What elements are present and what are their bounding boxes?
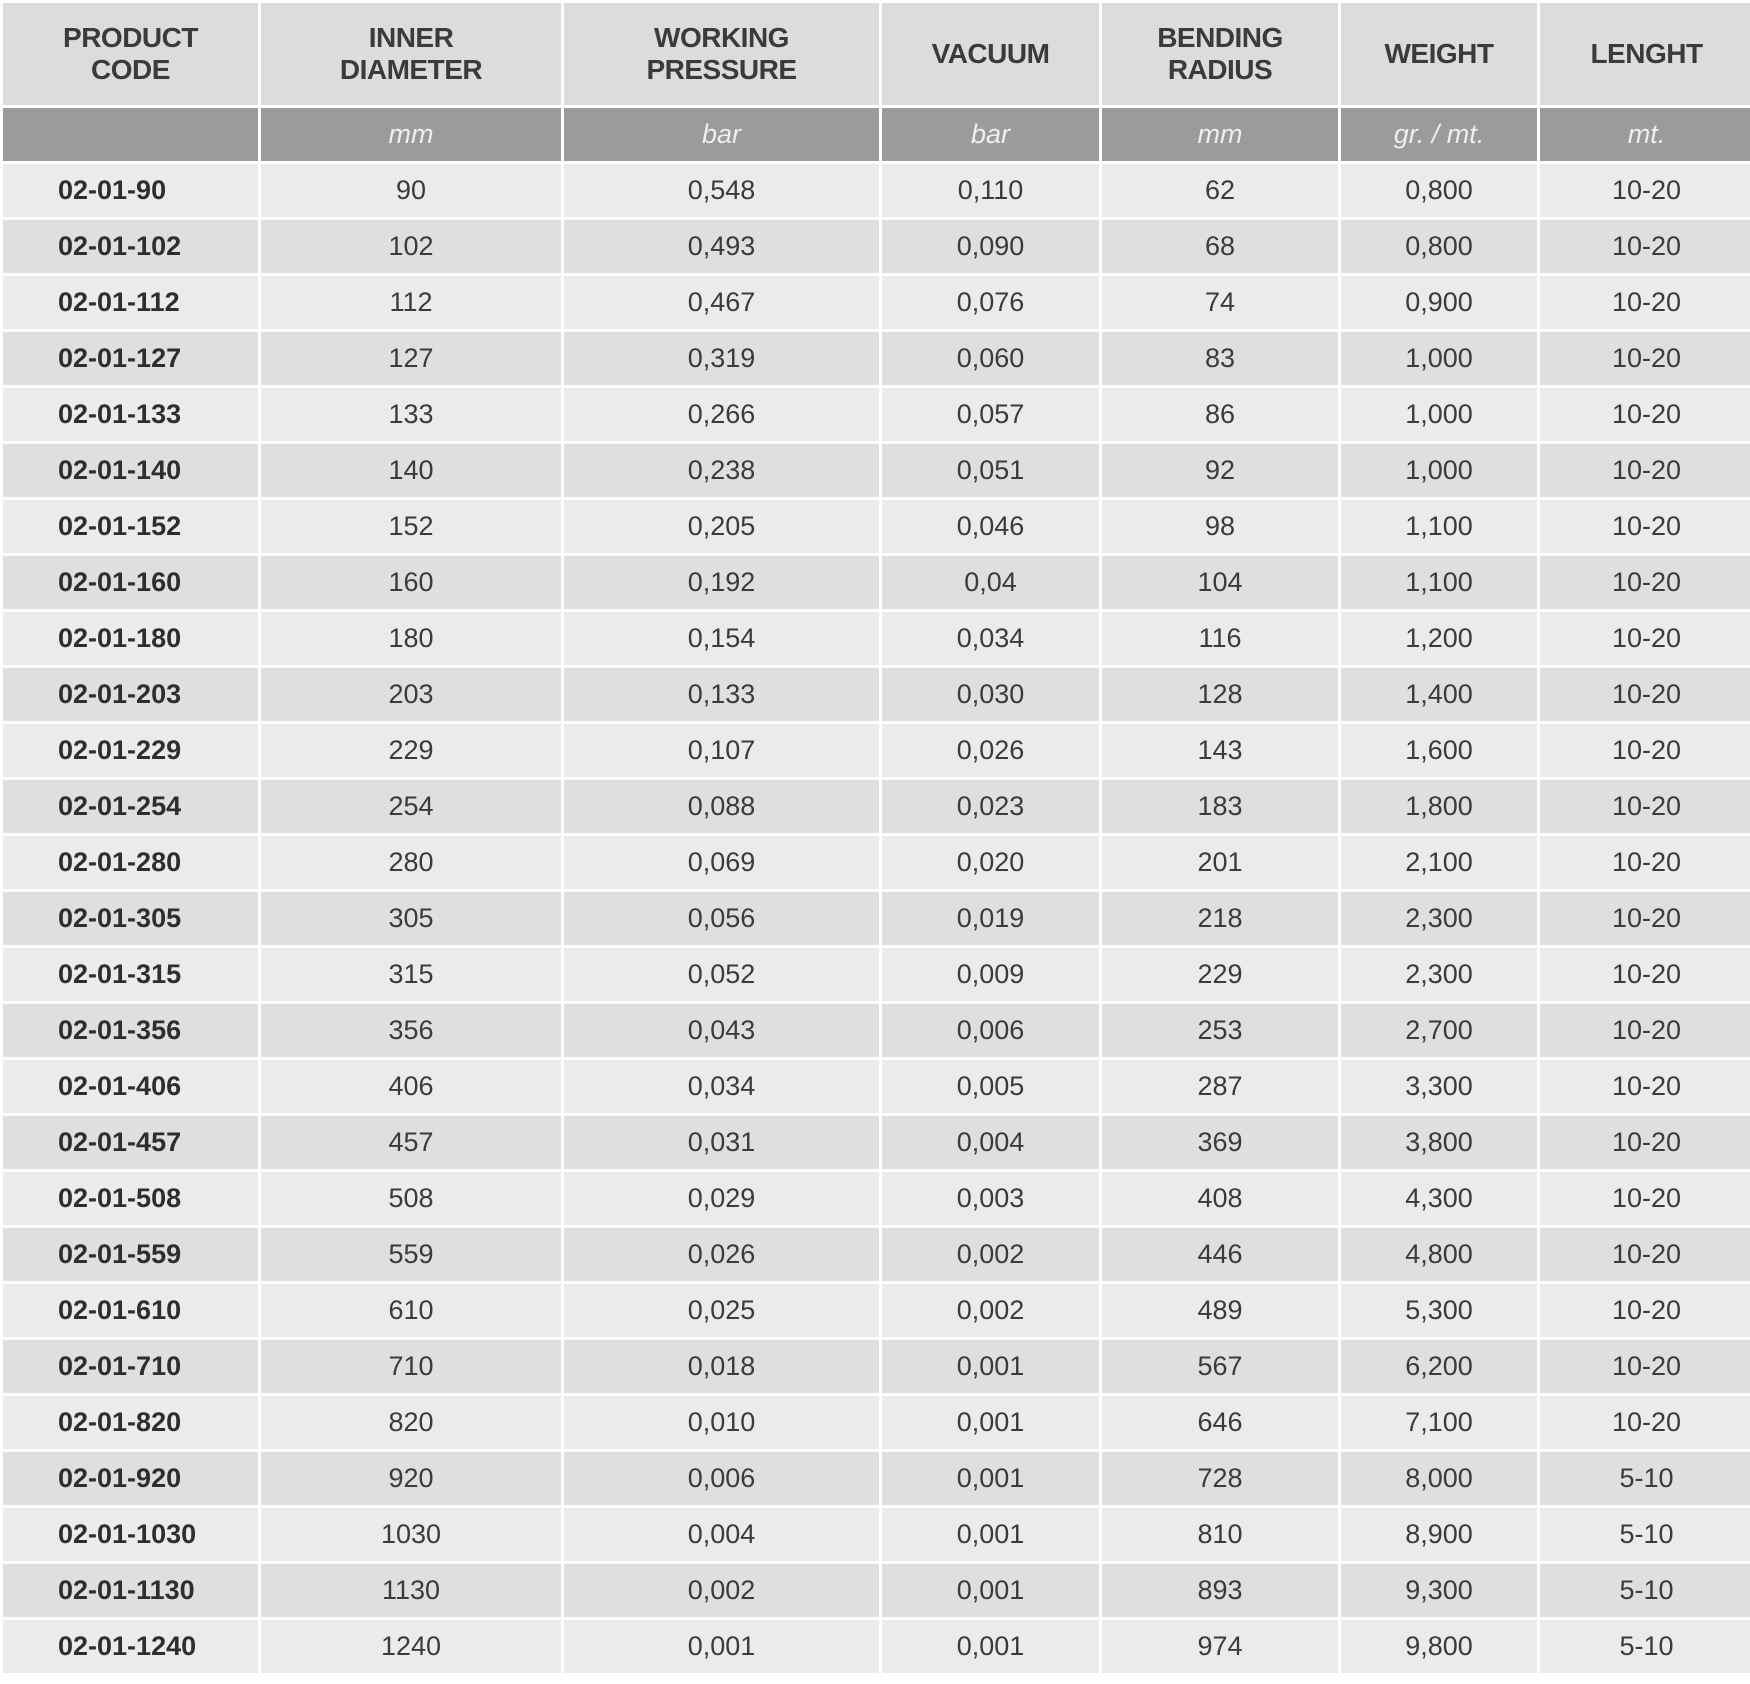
cell-inner-diameter: 1130 bbox=[261, 1564, 561, 1617]
table-row bbox=[3, 780, 1750, 833]
cell-vacuum: 0,006 bbox=[882, 1004, 1099, 1057]
cell-inner-diameter: 152 bbox=[261, 500, 561, 553]
cell-inner-diameter: 229 bbox=[261, 724, 561, 777]
cell-product-code: 02-01-610 bbox=[3, 1284, 258, 1337]
header-inner-diameter: INNER DIAMETER bbox=[261, 3, 561, 105]
cell-working-pressure: 0,238 bbox=[564, 444, 879, 497]
cell-vacuum: 0,020 bbox=[882, 836, 1099, 889]
cell-length: 5-10 bbox=[1540, 1564, 1750, 1617]
cell-length: 10-20 bbox=[1540, 892, 1750, 945]
cell-inner-diameter: 127 bbox=[261, 332, 561, 385]
cell-product-code: 02-01-140 bbox=[3, 444, 258, 497]
cell-length: 5-10 bbox=[1540, 1508, 1750, 1561]
cell-bending-radius: 974 bbox=[1102, 1620, 1338, 1673]
cell-bending-radius: 74 bbox=[1102, 276, 1338, 329]
cell-working-pressure: 0,319 bbox=[564, 332, 879, 385]
cell-product-code: 02-01-315 bbox=[3, 948, 258, 1001]
cell-inner-diameter: 508 bbox=[261, 1172, 561, 1225]
cell-vacuum: 0,001 bbox=[882, 1340, 1099, 1393]
cell-vacuum: 0,001 bbox=[882, 1564, 1099, 1617]
cell-product-code: 02-01-160 bbox=[3, 556, 258, 609]
cell-inner-diameter: 133 bbox=[261, 388, 561, 441]
header-vacuum: VACUUM bbox=[882, 3, 1099, 105]
cell-weight: 0,900 bbox=[1341, 276, 1537, 329]
cell-product-code: 02-01-229 bbox=[3, 724, 258, 777]
cell-length: 10-20 bbox=[1540, 1116, 1750, 1169]
cell-vacuum: 0,009 bbox=[882, 948, 1099, 1001]
cell-inner-diameter: 102 bbox=[261, 220, 561, 273]
cell-product-code: 02-01-280 bbox=[3, 836, 258, 889]
cell-working-pressure: 0,467 bbox=[564, 276, 879, 329]
cell-product-code: 02-01-406 bbox=[3, 1060, 258, 1113]
table-row bbox=[3, 1396, 1750, 1449]
cell-bending-radius: 446 bbox=[1102, 1228, 1338, 1281]
table-row bbox=[3, 668, 1750, 721]
cell-working-pressure: 0,004 bbox=[564, 1508, 879, 1561]
cell-product-code: 02-01-254 bbox=[3, 780, 258, 833]
cell-length: 10-20 bbox=[1540, 1060, 1750, 1113]
table-row bbox=[3, 276, 1750, 329]
table-row bbox=[3, 948, 1750, 1001]
table-row bbox=[3, 1004, 1750, 1057]
cell-weight: 1,000 bbox=[1341, 388, 1537, 441]
cell-product-code: 02-01-1240 bbox=[3, 1620, 258, 1673]
cell-product-code: 02-01-710 bbox=[3, 1340, 258, 1393]
cell-product-code: 02-01-559 bbox=[3, 1228, 258, 1281]
cell-bending-radius: 62 bbox=[1102, 164, 1338, 217]
header-length: LENGHT bbox=[1540, 3, 1750, 105]
table-row bbox=[3, 1172, 1750, 1225]
cell-working-pressure: 0,002 bbox=[564, 1564, 879, 1617]
table-row bbox=[3, 1228, 1750, 1281]
cell-product-code: 02-01-920 bbox=[3, 1452, 258, 1505]
cell-product-code: 02-01-508 bbox=[3, 1172, 258, 1225]
cell-working-pressure: 0,266 bbox=[564, 388, 879, 441]
cell-vacuum: 0,001 bbox=[882, 1452, 1099, 1505]
cell-product-code: 02-01-356 bbox=[3, 1004, 258, 1057]
cell-inner-diameter: 610 bbox=[261, 1284, 561, 1337]
cell-bending-radius: 728 bbox=[1102, 1452, 1338, 1505]
cell-inner-diameter: 356 bbox=[261, 1004, 561, 1057]
cell-weight: 2,100 bbox=[1341, 836, 1537, 889]
cell-bending-radius: 229 bbox=[1102, 948, 1338, 1001]
cell-inner-diameter: 315 bbox=[261, 948, 561, 1001]
cell-product-code: 02-01-90 bbox=[3, 164, 258, 217]
cell-vacuum: 0,026 bbox=[882, 724, 1099, 777]
cell-inner-diameter: 710 bbox=[261, 1340, 561, 1393]
cell-vacuum: 0,002 bbox=[882, 1228, 1099, 1281]
cell-bending-radius: 92 bbox=[1102, 444, 1338, 497]
cell-length: 10-20 bbox=[1540, 164, 1750, 217]
cell-vacuum: 0,046 bbox=[882, 500, 1099, 553]
cell-vacuum: 0,003 bbox=[882, 1172, 1099, 1225]
table-body bbox=[3, 164, 1750, 1673]
cell-weight: 2,300 bbox=[1341, 948, 1537, 1001]
cell-inner-diameter: 280 bbox=[261, 836, 561, 889]
cell-working-pressure: 0,205 bbox=[564, 500, 879, 553]
cell-weight: 5,300 bbox=[1341, 1284, 1537, 1337]
table-row bbox=[3, 836, 1750, 889]
cell-length: 10-20 bbox=[1540, 1172, 1750, 1225]
cell-weight: 1,000 bbox=[1341, 444, 1537, 497]
table-row bbox=[3, 1452, 1750, 1505]
cell-working-pressure: 0,107 bbox=[564, 724, 879, 777]
cell-vacuum: 0,005 bbox=[882, 1060, 1099, 1113]
cell-inner-diameter: 254 bbox=[261, 780, 561, 833]
cell-weight: 8,000 bbox=[1341, 1452, 1537, 1505]
cell-vacuum: 0,076 bbox=[882, 276, 1099, 329]
header-row bbox=[3, 3, 1750, 105]
cell-length: 5-10 bbox=[1540, 1620, 1750, 1673]
cell-inner-diameter: 203 bbox=[261, 668, 561, 721]
cell-weight: 2,700 bbox=[1341, 1004, 1537, 1057]
cell-inner-diameter: 406 bbox=[261, 1060, 561, 1113]
unit-bending-radius: mm bbox=[1102, 108, 1338, 161]
cell-vacuum: 0,060 bbox=[882, 332, 1099, 385]
cell-length: 10-20 bbox=[1540, 948, 1750, 1001]
cell-length: 10-20 bbox=[1540, 724, 1750, 777]
table-row bbox=[3, 1564, 1750, 1617]
cell-length: 10-20 bbox=[1540, 612, 1750, 665]
cell-length: 10-20 bbox=[1540, 332, 1750, 385]
cell-inner-diameter: 820 bbox=[261, 1396, 561, 1449]
table-row bbox=[3, 724, 1750, 777]
cell-weight: 1,600 bbox=[1341, 724, 1537, 777]
cell-vacuum: 0,001 bbox=[882, 1396, 1099, 1449]
table-row bbox=[3, 220, 1750, 273]
cell-vacuum: 0,04 bbox=[882, 556, 1099, 609]
table-row bbox=[3, 1284, 1750, 1337]
cell-bending-radius: 408 bbox=[1102, 1172, 1338, 1225]
cell-inner-diameter: 180 bbox=[261, 612, 561, 665]
cell-product-code: 02-01-820 bbox=[3, 1396, 258, 1449]
cell-working-pressure: 0,043 bbox=[564, 1004, 879, 1057]
cell-inner-diameter: 305 bbox=[261, 892, 561, 945]
cell-length: 10-20 bbox=[1540, 668, 1750, 721]
cell-product-code: 02-01-102 bbox=[3, 220, 258, 273]
cell-vacuum: 0,023 bbox=[882, 780, 1099, 833]
cell-weight: 7,100 bbox=[1341, 1396, 1537, 1449]
cell-working-pressure: 0,088 bbox=[564, 780, 879, 833]
table-row bbox=[3, 1116, 1750, 1169]
table-row bbox=[3, 164, 1750, 217]
unit-product-code bbox=[3, 108, 258, 161]
cell-length: 10-20 bbox=[1540, 780, 1750, 833]
cell-vacuum: 0,019 bbox=[882, 892, 1099, 945]
cell-bending-radius: 218 bbox=[1102, 892, 1338, 945]
cell-working-pressure: 0,025 bbox=[564, 1284, 879, 1337]
cell-working-pressure: 0,056 bbox=[564, 892, 879, 945]
cell-weight: 1,100 bbox=[1341, 556, 1537, 609]
cell-vacuum: 0,090 bbox=[882, 220, 1099, 273]
cell-bending-radius: 287 bbox=[1102, 1060, 1338, 1113]
cell-product-code: 02-01-203 bbox=[3, 668, 258, 721]
cell-length: 10-20 bbox=[1540, 836, 1750, 889]
cell-bending-radius: 143 bbox=[1102, 724, 1338, 777]
table-row bbox=[3, 332, 1750, 385]
unit-working-pressure: bar bbox=[564, 108, 879, 161]
cell-weight: 2,300 bbox=[1341, 892, 1537, 945]
table-row bbox=[3, 1620, 1750, 1673]
table-row bbox=[3, 500, 1750, 553]
header-bending-radius: BENDING RADIUS bbox=[1102, 3, 1338, 105]
cell-working-pressure: 0,133 bbox=[564, 668, 879, 721]
cell-bending-radius: 86 bbox=[1102, 388, 1338, 441]
cell-length: 5-10 bbox=[1540, 1452, 1750, 1505]
cell-product-code: 02-01-112 bbox=[3, 276, 258, 329]
cell-bending-radius: 104 bbox=[1102, 556, 1338, 609]
cell-product-code: 02-01-457 bbox=[3, 1116, 258, 1169]
cell-working-pressure: 0,029 bbox=[564, 1172, 879, 1225]
cell-length: 10-20 bbox=[1540, 1228, 1750, 1281]
cell-inner-diameter: 90 bbox=[261, 164, 561, 217]
cell-weight: 1,800 bbox=[1341, 780, 1537, 833]
cell-weight: 4,300 bbox=[1341, 1172, 1537, 1225]
cell-length: 10-20 bbox=[1540, 444, 1750, 497]
cell-working-pressure: 0,010 bbox=[564, 1396, 879, 1449]
cell-working-pressure: 0,548 bbox=[564, 164, 879, 217]
cell-length: 10-20 bbox=[1540, 220, 1750, 273]
cell-product-code: 02-01-133 bbox=[3, 388, 258, 441]
cell-product-code: 02-01-305 bbox=[3, 892, 258, 945]
cell-weight: 9,800 bbox=[1341, 1620, 1537, 1673]
cell-weight: 0,800 bbox=[1341, 220, 1537, 273]
table-row bbox=[3, 1508, 1750, 1561]
cell-working-pressure: 0,052 bbox=[564, 948, 879, 1001]
cell-weight: 1,200 bbox=[1341, 612, 1537, 665]
cell-bending-radius: 567 bbox=[1102, 1340, 1338, 1393]
cell-length: 10-20 bbox=[1540, 1396, 1750, 1449]
cell-working-pressure: 0,031 bbox=[564, 1116, 879, 1169]
cell-inner-diameter: 140 bbox=[261, 444, 561, 497]
header-working-pressure: WORKING PRESSURE bbox=[564, 3, 879, 105]
header-weight: WEIGHT bbox=[1341, 3, 1537, 105]
cell-working-pressure: 0,018 bbox=[564, 1340, 879, 1393]
cell-weight: 4,800 bbox=[1341, 1228, 1537, 1281]
cell-vacuum: 0,051 bbox=[882, 444, 1099, 497]
cell-vacuum: 0,002 bbox=[882, 1284, 1099, 1337]
cell-bending-radius: 489 bbox=[1102, 1284, 1338, 1337]
cell-weight: 1,000 bbox=[1341, 332, 1537, 385]
unit-vacuum: bar bbox=[882, 108, 1099, 161]
cell-working-pressure: 0,069 bbox=[564, 836, 879, 889]
cell-vacuum: 0,001 bbox=[882, 1508, 1099, 1561]
cell-length: 10-20 bbox=[1540, 556, 1750, 609]
cell-inner-diameter: 559 bbox=[261, 1228, 561, 1281]
table-row bbox=[3, 444, 1750, 497]
cell-vacuum: 0,057 bbox=[882, 388, 1099, 441]
cell-product-code: 02-01-180 bbox=[3, 612, 258, 665]
cell-working-pressure: 0,154 bbox=[564, 612, 879, 665]
cell-inner-diameter: 160 bbox=[261, 556, 561, 609]
cell-weight: 3,800 bbox=[1341, 1116, 1537, 1169]
cell-inner-diameter: 1240 bbox=[261, 1620, 561, 1673]
unit-inner-diameter: mm bbox=[261, 108, 561, 161]
cell-weight: 1,400 bbox=[1341, 668, 1537, 721]
cell-inner-diameter: 920 bbox=[261, 1452, 561, 1505]
unit-length: mt. bbox=[1540, 108, 1750, 161]
table-row bbox=[3, 556, 1750, 609]
cell-weight: 3,300 bbox=[1341, 1060, 1537, 1113]
cell-bending-radius: 201 bbox=[1102, 836, 1338, 889]
header-product-code: PRODUCT CODE bbox=[3, 3, 258, 105]
cell-bending-radius: 83 bbox=[1102, 332, 1338, 385]
cell-bending-radius: 98 bbox=[1102, 500, 1338, 553]
cell-bending-radius: 369 bbox=[1102, 1116, 1338, 1169]
cell-length: 10-20 bbox=[1540, 1340, 1750, 1393]
cell-vacuum: 0,034 bbox=[882, 612, 1099, 665]
cell-length: 10-20 bbox=[1540, 500, 1750, 553]
cell-bending-radius: 68 bbox=[1102, 220, 1338, 273]
table-row bbox=[3, 1340, 1750, 1393]
cell-length: 10-20 bbox=[1540, 1004, 1750, 1057]
cell-vacuum: 0,110 bbox=[882, 164, 1099, 217]
cell-working-pressure: 0,006 bbox=[564, 1452, 879, 1505]
cell-bending-radius: 893 bbox=[1102, 1564, 1338, 1617]
cell-length: 10-20 bbox=[1540, 1284, 1750, 1337]
cell-vacuum: 0,001 bbox=[882, 1620, 1099, 1673]
unit-weight: gr. / mt. bbox=[1341, 108, 1537, 161]
cell-product-code: 02-01-1030 bbox=[3, 1508, 258, 1561]
cell-working-pressure: 0,001 bbox=[564, 1620, 879, 1673]
cell-weight: 1,100 bbox=[1341, 500, 1537, 553]
cell-bending-radius: 810 bbox=[1102, 1508, 1338, 1561]
cell-bending-radius: 128 bbox=[1102, 668, 1338, 721]
cell-weight: 9,300 bbox=[1341, 1564, 1537, 1617]
cell-bending-radius: 646 bbox=[1102, 1396, 1338, 1449]
cell-vacuum: 0,030 bbox=[882, 668, 1099, 721]
table-row bbox=[3, 388, 1750, 441]
cell-product-code: 02-01-127 bbox=[3, 332, 258, 385]
cell-weight: 8,900 bbox=[1341, 1508, 1537, 1561]
table-row bbox=[3, 892, 1750, 945]
cell-inner-diameter: 1030 bbox=[261, 1508, 561, 1561]
cell-inner-diameter: 457 bbox=[261, 1116, 561, 1169]
cell-product-code: 02-01-1130 bbox=[3, 1564, 258, 1617]
cell-bending-radius: 183 bbox=[1102, 780, 1338, 833]
cell-working-pressure: 0,034 bbox=[564, 1060, 879, 1113]
cell-inner-diameter: 112 bbox=[261, 276, 561, 329]
cell-length: 10-20 bbox=[1540, 276, 1750, 329]
cell-working-pressure: 0,192 bbox=[564, 556, 879, 609]
cell-product-code: 02-01-152 bbox=[3, 500, 258, 553]
units-row bbox=[3, 108, 1750, 161]
cell-weight: 6,200 bbox=[1341, 1340, 1537, 1393]
cell-bending-radius: 253 bbox=[1102, 1004, 1338, 1057]
table-row bbox=[3, 612, 1750, 665]
table-row bbox=[3, 1060, 1750, 1113]
cell-length: 10-20 bbox=[1540, 388, 1750, 441]
cell-bending-radius: 116 bbox=[1102, 612, 1338, 665]
cell-working-pressure: 0,493 bbox=[564, 220, 879, 273]
cell-working-pressure: 0,026 bbox=[564, 1228, 879, 1281]
cell-vacuum: 0,004 bbox=[882, 1116, 1099, 1169]
cell-weight: 0,800 bbox=[1341, 164, 1537, 217]
